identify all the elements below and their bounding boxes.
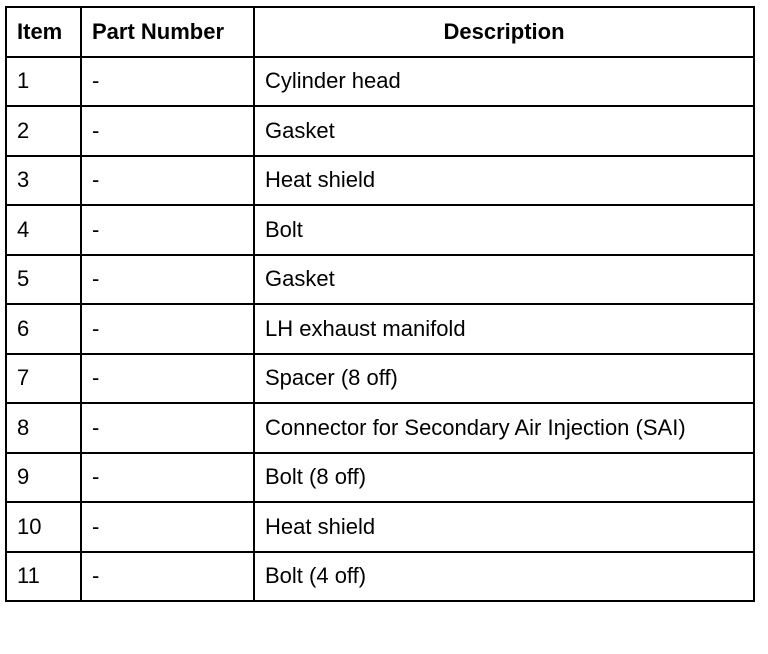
cell-item: 4 (6, 205, 81, 255)
cell-description: Bolt (254, 205, 754, 255)
table-row (6, 304, 754, 354)
cell-description: Bolt (4 off) (254, 552, 754, 602)
table-row (6, 156, 754, 206)
cell-part-number: - (81, 403, 254, 453)
cell-description: Spacer (8 off) (254, 354, 754, 404)
cell-part-number: - (81, 552, 254, 602)
header-part-number: Part Number (81, 7, 254, 57)
cell-description: Heat shield (254, 156, 754, 206)
cell-part-number: - (81, 354, 254, 404)
cell-item: 11 (6, 552, 81, 602)
cell-part-number: - (81, 57, 254, 107)
table-row (6, 552, 754, 602)
table-row (6, 255, 754, 305)
table-header (6, 7, 754, 57)
cell-description: Gasket (254, 255, 754, 305)
table-row (6, 403, 754, 453)
parts-table (5, 6, 755, 602)
cell-item: 6 (6, 304, 81, 354)
table-row (6, 453, 754, 503)
cell-part-number: - (81, 453, 254, 503)
cell-description: Connector for Secondary Air Injection (SAI) (254, 403, 754, 453)
cell-part-number: - (81, 304, 254, 354)
cell-item: 5 (6, 255, 81, 305)
cell-item: 8 (6, 403, 81, 453)
cell-part-number: - (81, 156, 254, 206)
table-row (6, 502, 754, 552)
cell-part-number: - (81, 205, 254, 255)
cell-part-number: - (81, 255, 254, 305)
cell-item: 9 (6, 453, 81, 503)
cell-description: Heat shield (254, 502, 754, 552)
cell-item: 2 (6, 106, 81, 156)
cell-description: LH exhaust manifold (254, 304, 754, 354)
header-item: Item (6, 7, 81, 57)
cell-part-number: - (81, 106, 254, 156)
table-body (6, 57, 754, 602)
cell-description: Gasket (254, 106, 754, 156)
cell-description: Bolt (8 off) (254, 453, 754, 503)
table-row (6, 354, 754, 404)
table-row (6, 57, 754, 107)
cell-item: 3 (6, 156, 81, 206)
cell-item: 1 (6, 57, 81, 107)
cell-description: Cylinder head (254, 57, 754, 107)
cell-item: 10 (6, 502, 81, 552)
table-row (6, 205, 754, 255)
header-description: Description (254, 7, 754, 57)
cell-item: 7 (6, 354, 81, 404)
cell-part-number: - (81, 502, 254, 552)
header-row (6, 7, 754, 57)
table-row (6, 106, 754, 156)
